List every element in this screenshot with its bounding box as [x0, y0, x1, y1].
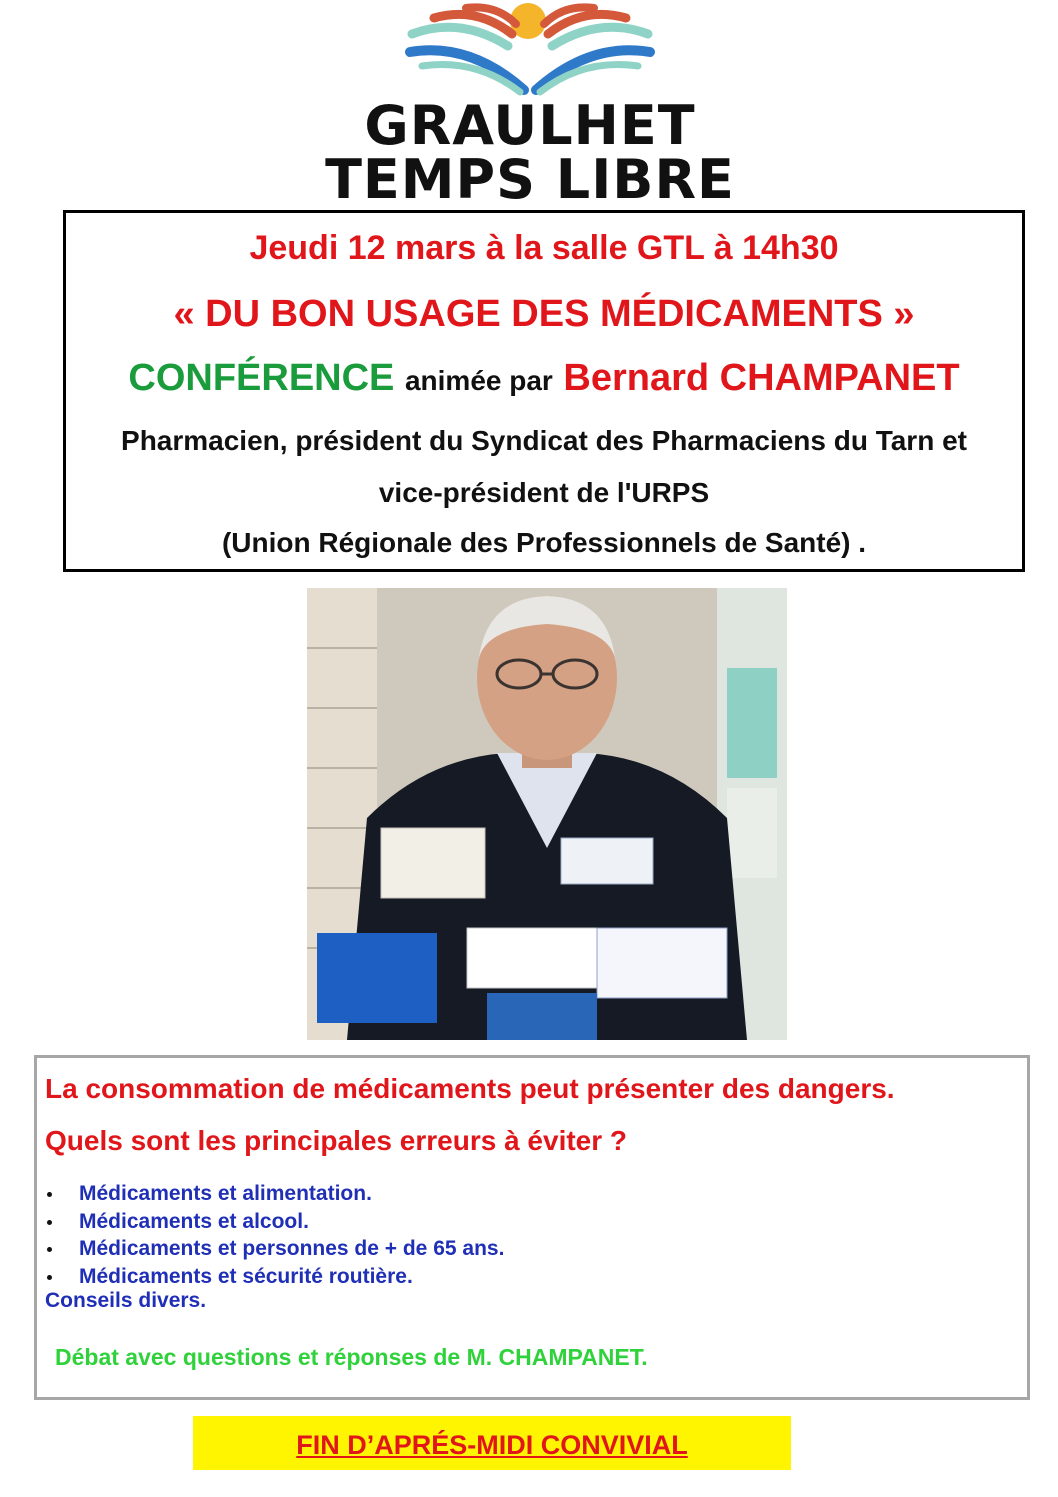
- list-item: Médicaments et alimentation.: [45, 1180, 504, 1208]
- list-item: Médicaments et personnes de + de 65 ans.: [45, 1235, 504, 1263]
- info-box: [34, 1055, 1030, 1400]
- graulhet-logo-icon: [400, 0, 660, 98]
- footer-text: FIN D’APRÉS-MIDI CONVIVIAL: [296, 1430, 688, 1460]
- debate-line: Débat avec questions et réponses de M. CHAMPANET.: [55, 1344, 648, 1370]
- event-box: [63, 210, 1025, 572]
- danger-statement: La consommation de médicaments peut présenter des dangers.: [45, 1073, 895, 1104]
- logo-line-2: TEMPS LIBRE: [325, 148, 735, 211]
- animated-by: animée par: [404, 365, 553, 396]
- event-title: « DU BON USAGE DES MÉDICAMENTS »: [173, 293, 915, 335]
- pharmacist-photo-icon: [307, 588, 787, 1040]
- speaker-description-1: Pharmacien, président du Syndicat des Pharmaciens du Tarn et: [121, 425, 967, 456]
- logo-line-1: GRAULHET: [364, 94, 696, 157]
- footer-banner: [193, 1416, 791, 1470]
- list-item: Médicaments et alcool.: [45, 1208, 504, 1236]
- event-date: Jeudi 12 mars à la salle GTL à 14h30: [249, 229, 839, 267]
- errors-question: Quels sont les principales erreurs à éviter ?: [45, 1125, 628, 1156]
- speaker-description-2: vice-président de l'URPS: [378, 477, 710, 508]
- speaker-name: Bernard CHAMPANET: [563, 357, 960, 399]
- topics-list: [45, 1180, 504, 1290]
- conference-word: CONFÉRENCE: [128, 357, 395, 399]
- list-item: Médicaments et sécurité routière.: [45, 1263, 504, 1291]
- advice-line: Conseils divers.: [45, 1289, 207, 1312]
- speaker-description-3: (Union Régionale des Professionnels de Santé) .: [221, 527, 867, 558]
- speaker-photo: [307, 588, 787, 1040]
- conference-line: [66, 357, 1022, 400]
